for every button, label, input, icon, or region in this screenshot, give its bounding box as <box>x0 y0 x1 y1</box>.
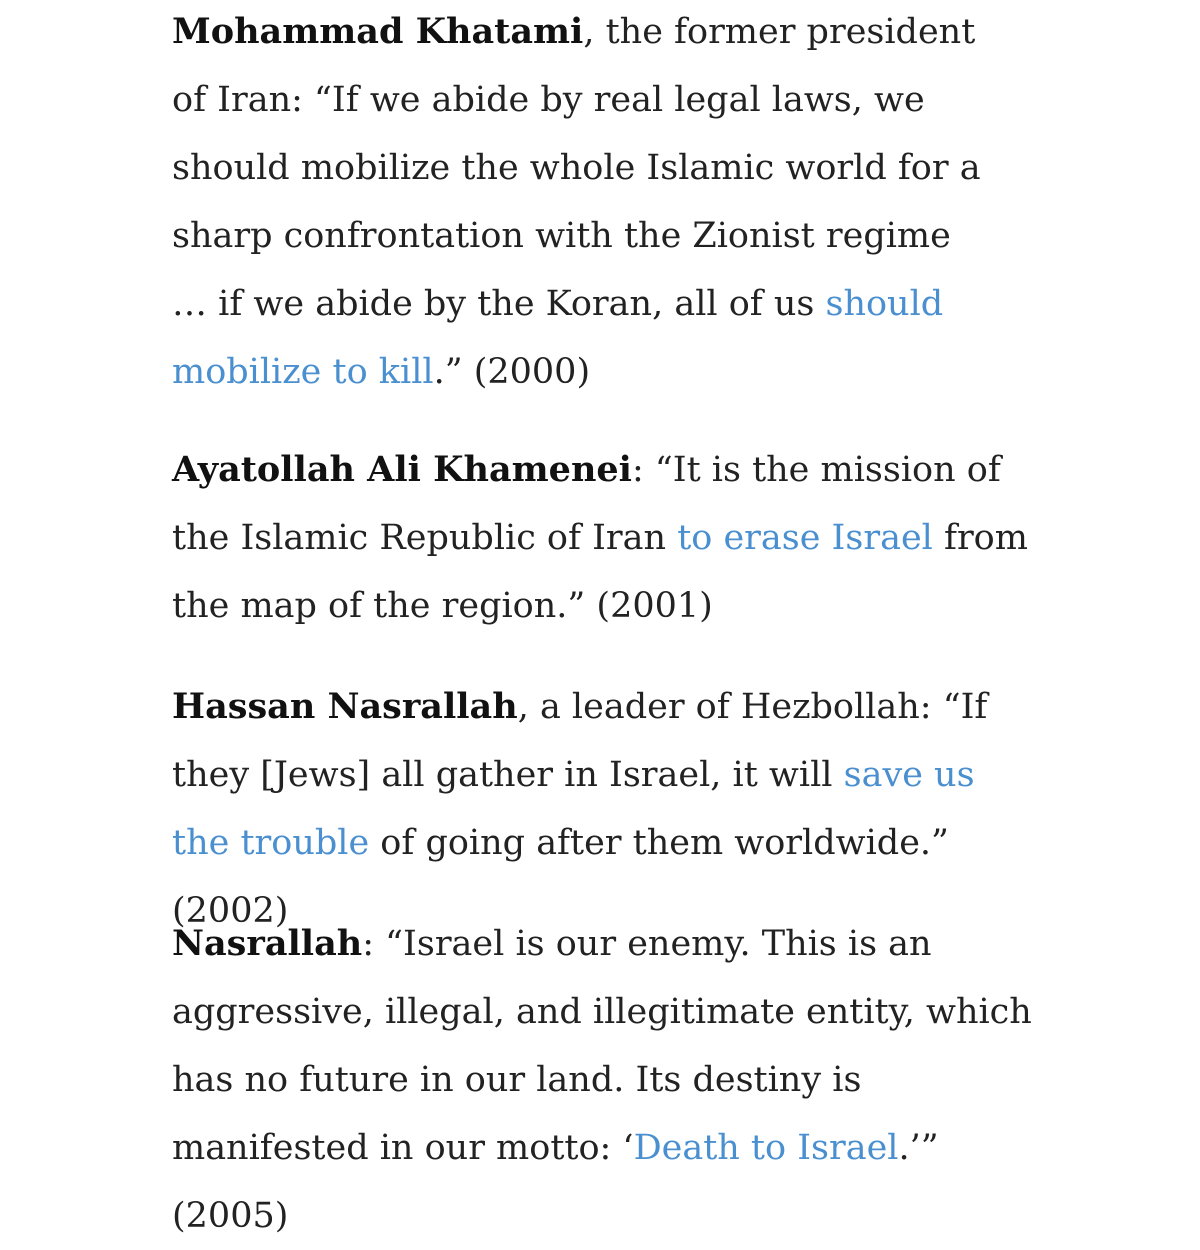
quote-text: .’” (2005) <box>172 1128 939 1236</box>
quote-text: of going after them worldwide.” (2002) <box>172 823 949 931</box>
speaker-name: Hassan Nasrallah <box>172 686 518 727</box>
quote-text: from the map of the region.” (2001) <box>172 518 1028 626</box>
quote-khamenei <box>172 436 1032 640</box>
source-link[interactable]: Death to Israel <box>633 1128 899 1168</box>
quote-nasrallah-2002 <box>172 673 1042 945</box>
speaker-name: Nasrallah <box>172 923 363 964</box>
source-link[interactable]: save us the trouble <box>172 755 975 863</box>
speaker-name: Mohammad Khatami <box>172 11 584 52</box>
quote-nasrallah-2005 <box>172 910 1032 1250</box>
quote-khatami <box>172 0 992 406</box>
source-link[interactable]: should mobilize to kill <box>172 284 944 392</box>
quote-text: , a leader of Hezbollah: “If they [Jews] all gather in Israel, it will <box>172 687 988 795</box>
speaker-name: Ayatollah Ali Khamenei <box>172 449 632 490</box>
quote-text: : “It is the mission of the Islamic Republic of Iran <box>172 450 1001 558</box>
quote-text: , the former president of Iran: “If we abide by real legal laws, we should mobilize the whole Islamic world for a sharp confrontation with the Zionist regime … if we abide by the Koran, all of us <box>172 12 981 324</box>
quote-text: : “Israel is our enemy. This is an aggressive, illegal, and illegitimate entity, which has no future in our land. Its destiny is manifested in our motto: ‘ <box>172 924 1032 1168</box>
source-link[interactable]: to erase Israel <box>677 518 933 558</box>
quote-text: .” (2000) <box>433 352 591 392</box>
